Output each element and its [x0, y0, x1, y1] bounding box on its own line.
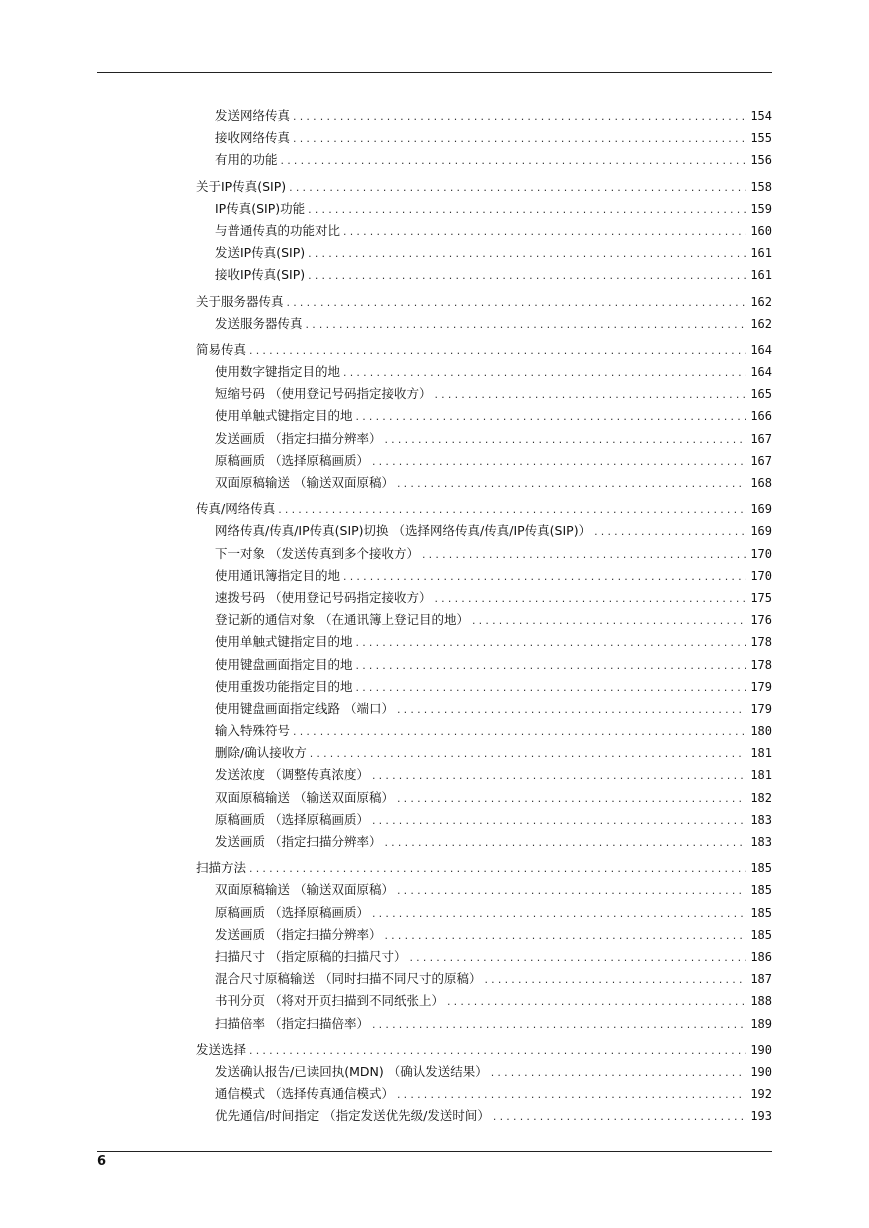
- toc-entry-page-number: 185: [750, 861, 772, 876]
- toc-subsection-entry[interactable]: [196, 383, 772, 405]
- toc-entry-title: 优先通信/时间指定 （指定发送优先级/发送时间）: [215, 1108, 490, 1124]
- toc-entry-page-number: 166: [750, 409, 772, 424]
- dot-leader: [343, 566, 746, 588]
- toc-entry-title: IP传真(SIP)功能: [215, 200, 306, 216]
- dot-leader: [409, 947, 746, 969]
- toc-entry-title: 发送浓度 （调整传真浓度）: [215, 767, 369, 783]
- header-rule: [97, 72, 772, 73]
- toc-section-entry[interactable]: [196, 1039, 772, 1061]
- toc-entry-title: 接收IP传真(SIP): [215, 267, 306, 283]
- toc-entry-title: 使用键盘画面指定线路 （端口）: [215, 700, 394, 716]
- footer-rule: [97, 1151, 772, 1152]
- toc-subsection-entry[interactable]: [196, 105, 772, 127]
- toc-entry-title: 使用重拨功能指定目的地: [215, 678, 353, 694]
- toc-section-entry[interactable]: [196, 291, 772, 313]
- toc-subsection-entry[interactable]: [196, 565, 772, 587]
- page-number: 6: [97, 1154, 107, 1169]
- toc-subsection-entry[interactable]: [196, 313, 772, 335]
- toc-subsection-entry[interactable]: [196, 472, 772, 494]
- toc-entry-title: 短缩号码 （使用登记号码指定接收方）: [215, 386, 432, 402]
- toc-entry-title: 原稿画质 （选择原稿画质）: [215, 904, 369, 920]
- toc-subsection-entry[interactable]: [196, 764, 772, 786]
- toc-entry-page-number: 169: [750, 502, 772, 517]
- toc-entry-title: 原稿画质 （选择原稿画质）: [215, 811, 369, 827]
- table-of-contents: [196, 105, 772, 1127]
- dot-leader: [372, 810, 746, 832]
- dot-leader: [493, 1106, 746, 1128]
- toc-entry-page-number: 186: [750, 949, 772, 964]
- toc-entry-title: 书刊分页 （将对开页扫描到不同纸张上）: [215, 993, 444, 1009]
- toc-entry-page-number: 183: [750, 812, 772, 827]
- toc-subsection-entry[interactable]: [196, 264, 772, 286]
- dot-leader: [343, 221, 746, 243]
- toc-entry-page-number: 155: [750, 131, 772, 146]
- toc-entry-title: 接收网络传真: [215, 130, 291, 146]
- dot-leader: [397, 699, 746, 721]
- dot-leader: [434, 384, 746, 406]
- toc-section-entry[interactable]: [196, 339, 772, 361]
- toc-entry-title: 发送确认报告/已读回执(MDN) （确认发送结果）: [215, 1063, 488, 1079]
- toc-entry-title: 使用键盘画面指定目的地: [215, 656, 353, 672]
- toc-subsection-entry[interactable]: [196, 450, 772, 472]
- toc-entry-title: 扫描尺寸 （指定原稿的扫描尺寸）: [215, 948, 407, 964]
- toc-subsection-entry[interactable]: [196, 1013, 772, 1035]
- dot-leader: [293, 721, 746, 743]
- dot-leader: [491, 1062, 747, 1084]
- toc-entry-page-number: 167: [750, 431, 772, 446]
- dot-leader: [343, 362, 746, 384]
- toc-entry-page-number: 178: [750, 635, 772, 650]
- toc-entry-title: 关于服务器传真: [196, 293, 284, 309]
- toc-entry-title: 简易传真: [196, 341, 247, 357]
- toc-entry-title: 扫描倍率 （指定扫描倍率）: [215, 1015, 369, 1031]
- dot-leader: [293, 106, 746, 128]
- toc-entry-page-number: 160: [750, 223, 772, 238]
- toc-entry-page-number: 182: [750, 790, 772, 805]
- toc-subsection-entry[interactable]: [196, 654, 772, 676]
- toc-subsection-entry[interactable]: [196, 1083, 772, 1105]
- toc-subsection-entry[interactable]: [196, 787, 772, 809]
- dot-leader: [308, 265, 746, 287]
- toc-subsection-entry[interactable]: [196, 149, 772, 171]
- toc-entry-page-number: 169: [750, 524, 772, 539]
- toc-entry-title: 双面原稿输送 （输送双面原稿）: [215, 882, 394, 898]
- dot-leader: [594, 521, 746, 543]
- toc-entry-title: 使用通讯簿指定目的地: [215, 567, 341, 583]
- toc-subsection-entry[interactable]: [196, 609, 772, 631]
- toc-subsection-entry[interactable]: [196, 946, 772, 968]
- toc-subsection-entry[interactable]: [196, 520, 772, 542]
- toc-subsection-entry[interactable]: [196, 720, 772, 742]
- toc-entry-page-number: 188: [750, 994, 772, 1009]
- toc-entry-page-number: 164: [750, 342, 772, 357]
- toc-section-entry[interactable]: [196, 857, 772, 879]
- dot-leader: [249, 340, 746, 362]
- toc-entry-title: 双面原稿输送 （输送双面原稿）: [215, 789, 394, 805]
- toc-entry-page-number: 187: [750, 972, 772, 987]
- toc-entry-title: 发送服务器传真: [215, 315, 303, 331]
- dot-leader: [434, 588, 746, 610]
- dot-leader: [372, 451, 746, 473]
- toc-entry-title: 发送网络传真: [215, 108, 291, 123]
- dot-leader: [384, 925, 746, 947]
- toc-entry-page-number: 180: [750, 724, 772, 739]
- toc-entry-title: 使用数字键指定目的地: [215, 364, 341, 380]
- toc-entry-page-number: 193: [750, 1109, 772, 1124]
- toc-entry-page-number: 154: [750, 109, 772, 123]
- dot-leader: [281, 150, 747, 172]
- dot-leader: [308, 199, 746, 221]
- toc-entry-page-number: 162: [750, 294, 772, 309]
- toc-subsection-entry[interactable]: [196, 242, 772, 264]
- dot-leader: [356, 655, 747, 677]
- toc-entry-title: 发送选择: [196, 1041, 247, 1057]
- toc-subsection-entry[interactable]: [196, 968, 772, 990]
- dot-leader: [384, 832, 746, 854]
- toc-section-entry[interactable]: [196, 498, 772, 520]
- toc-subsection-entry[interactable]: [196, 198, 772, 220]
- dot-leader: [384, 429, 746, 451]
- toc-entry-title: 删除/确认接收方: [215, 745, 307, 761]
- toc-entry-page-number: 170: [750, 568, 772, 583]
- toc-entry-title: 使用单触式键指定目的地: [215, 634, 353, 650]
- toc-entry-title: 双面原稿输送 （输送双面原稿）: [215, 475, 394, 490]
- toc-subsection-entry[interactable]: [196, 990, 772, 1012]
- toc-subsection-entry[interactable]: [196, 809, 772, 831]
- dot-leader: [356, 677, 747, 699]
- dot-leader: [249, 858, 746, 880]
- dot-leader: [306, 314, 747, 336]
- toc-entry-title: 速拨号码 （使用登记号码指定接收方）: [215, 589, 432, 605]
- toc-entry-page-number: 170: [750, 546, 772, 561]
- dot-leader: [484, 969, 746, 991]
- toc-subsection-entry[interactable]: [196, 428, 772, 450]
- dot-leader: [310, 743, 747, 765]
- toc-subsection-entry[interactable]: [196, 742, 772, 764]
- dot-leader: [397, 880, 746, 902]
- toc-subsection-entry[interactable]: [196, 831, 772, 853]
- toc-entry-title: 发送画质 （指定扫描分辨率）: [215, 430, 382, 446]
- toc-entry-title: 发送画质 （指定扫描分辨率）: [215, 926, 382, 942]
- dot-leader: [372, 903, 746, 925]
- toc-entry-page-number: 175: [750, 590, 772, 605]
- toc-entry-page-number: 185: [750, 883, 772, 898]
- toc-subsection-entry[interactable]: [196, 127, 772, 149]
- dot-leader: [278, 499, 746, 521]
- toc-entry-page-number: 168: [750, 476, 772, 490]
- toc-entry-page-number: 192: [750, 1087, 772, 1102]
- toc-entry-title: 发送画质 （指定扫描分辨率）: [215, 834, 382, 849]
- dot-leader: [289, 177, 746, 199]
- dot-leader: [249, 1040, 746, 1062]
- toc-entry-page-number: 159: [750, 201, 772, 216]
- toc-entry-page-number: 190: [750, 1064, 772, 1079]
- toc-entry-title: 关于IP传真(SIP): [196, 178, 287, 194]
- dot-leader: [447, 991, 746, 1013]
- toc-subsection-entry[interactable]: [196, 1061, 772, 1083]
- toc-subsection-entry[interactable]: [196, 361, 772, 383]
- toc-section-entry[interactable]: [196, 176, 772, 198]
- toc-entry-title: 使用单触式键指定目的地: [215, 408, 353, 424]
- toc-entry-page-number: 176: [750, 613, 772, 628]
- toc-subsection-entry[interactable]: [196, 698, 772, 720]
- toc-entry-page-number: 189: [750, 1016, 772, 1031]
- toc-subsection-entry[interactable]: [196, 924, 772, 946]
- toc-entry-title: 下一对象 （发送传真到多个接收方）: [215, 545, 419, 561]
- toc-entry-page-number: 167: [750, 453, 772, 468]
- toc-entry-title: 原稿画质 （选择原稿画质）: [215, 452, 369, 468]
- toc-subsection-entry[interactable]: [196, 879, 772, 901]
- toc-entry-page-number: 178: [750, 657, 772, 672]
- toc-subsection-entry[interactable]: [196, 587, 772, 609]
- toc-entry-title: 网络传真/传真/IP传真(SIP)切换 （选择网络传真/传真/IP传真(SIP)）: [215, 523, 592, 539]
- toc-subsection-entry[interactable]: [196, 1105, 772, 1127]
- toc-entry-title: 登记新的通信对象 （在通讯簿上登记目的地）: [215, 612, 469, 628]
- toc-entry-page-number: 183: [750, 835, 772, 849]
- toc-entry-title: 有用的功能: [215, 152, 278, 168]
- toc-entry-page-number: 185: [750, 905, 772, 920]
- toc-entry-page-number: 190: [750, 1042, 772, 1057]
- toc-entry-title: 与普通传真的功能对比: [215, 222, 341, 238]
- toc-entry-title: 发送IP传真(SIP): [215, 245, 306, 261]
- dot-leader: [472, 610, 746, 632]
- toc-entry-page-number: 181: [750, 768, 772, 783]
- dot-leader: [293, 128, 746, 150]
- dot-leader: [397, 473, 746, 495]
- toc-entry-page-number: 158: [750, 179, 772, 194]
- toc-subsection-entry[interactable]: [196, 405, 772, 427]
- toc-entry-title: 通信模式 （选择传真通信模式）: [215, 1086, 394, 1102]
- dot-leader: [287, 292, 747, 314]
- toc-entry-page-number: 162: [750, 316, 772, 331]
- dot-leader: [372, 765, 746, 787]
- toc-entry-page-number: 165: [750, 387, 772, 402]
- dot-leader: [308, 243, 746, 265]
- toc-subsection-entry[interactable]: [196, 631, 772, 653]
- dot-leader: [422, 544, 746, 566]
- toc-entry-page-number: 181: [750, 746, 772, 761]
- toc-entry-page-number: 161: [750, 268, 772, 283]
- toc-entry-page-number: 161: [750, 246, 772, 261]
- toc-entry-title: 混合尺寸原稿输送 （同时扫描不同尺寸的原稿）: [215, 971, 482, 987]
- dot-leader: [372, 1014, 746, 1036]
- toc-subsection-entry[interactable]: [196, 543, 772, 565]
- dot-leader: [397, 788, 746, 810]
- toc-entry-title: 扫描方法: [196, 860, 247, 876]
- toc-entry-page-number: 185: [750, 927, 772, 942]
- toc-entry-page-number: 156: [750, 153, 772, 168]
- toc-entry-title: 传真/网络传真: [196, 501, 276, 517]
- toc-subsection-entry[interactable]: [196, 676, 772, 698]
- toc-entry-page-number: 179: [750, 701, 772, 716]
- toc-entry-title: 输入特殊符号: [215, 723, 291, 739]
- toc-entry-page-number: 179: [750, 679, 772, 694]
- toc-subsection-entry[interactable]: [196, 902, 772, 924]
- dot-leader: [397, 1084, 746, 1106]
- dot-leader: [356, 632, 747, 654]
- toc-subsection-entry[interactable]: [196, 220, 772, 242]
- toc-entry-page-number: 164: [750, 365, 772, 380]
- dot-leader: [356, 406, 747, 428]
